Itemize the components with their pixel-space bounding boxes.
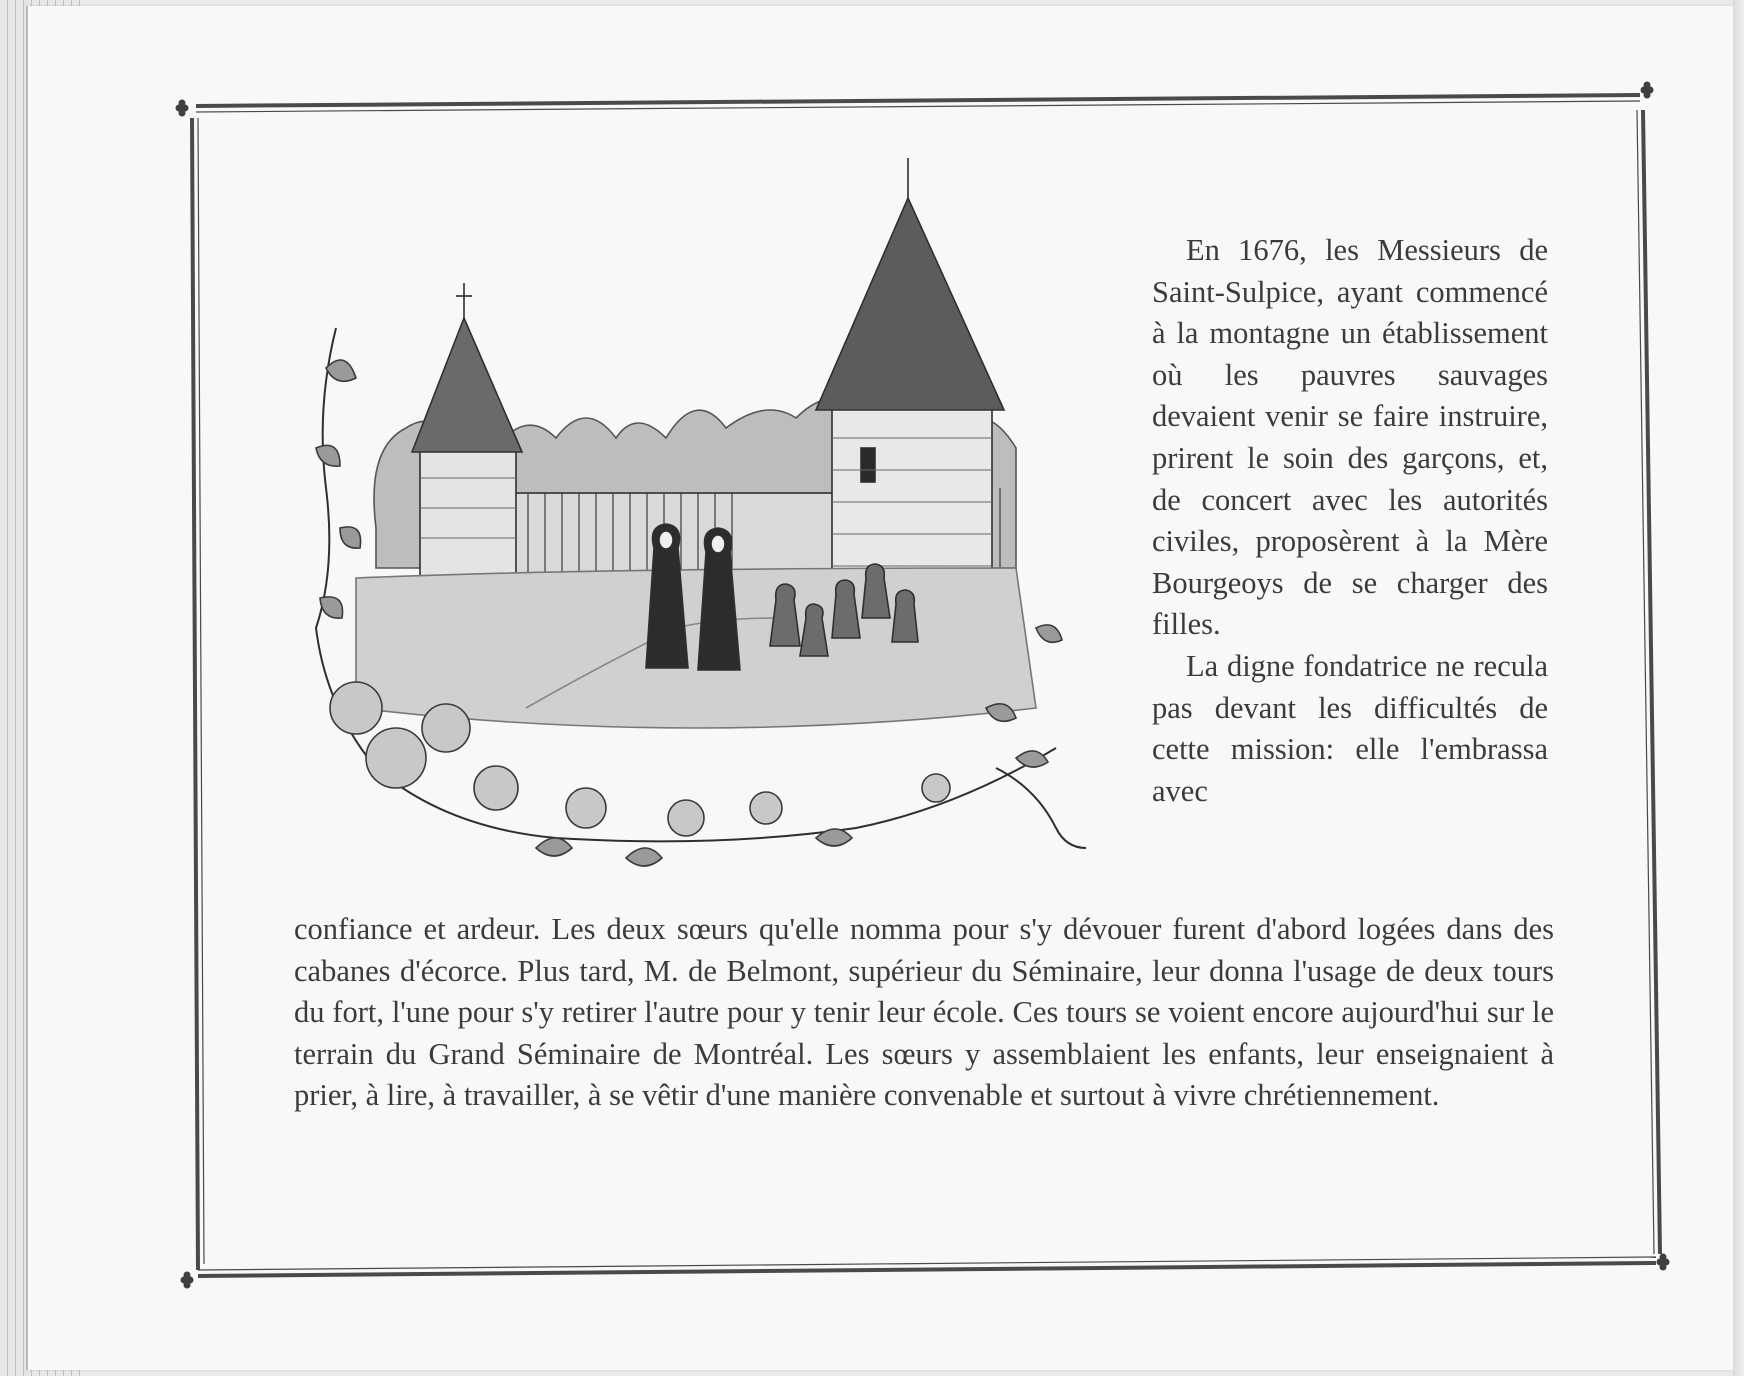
clover-ornament-icon [181, 1272, 194, 1289]
paragraph-2-continued: confiance et ardeur. Les deux sœurs qu'elle nomma pour s'y dévouer furent d'abord logées dans des cabanes d'écorce. Plus tard, M. de Belmont, supérieur du Séminaire, leur donna l'usage de deux tours du fort, l'une pour s'y retirer l'autre pour y tenir leur école. Ces tours se voient encore aujourd'hui sur le terrain du Grand Séminaire de Montréal. Les sœurs y assemblaient les enfants, leur enseignaient à prier, à lire, à travailler, à se vêtir d'une manière convenable et surtout à vivre chrétiennement. [294, 912, 1554, 1113]
text-bottom-block [294, 909, 1554, 1117]
clover-ornament-icon [1657, 1254, 1670, 1271]
illustration-towers-nuns [296, 148, 1116, 918]
paragraph-2-text: La digne fondatrice ne recula pas devant les difficultés de cette mission: elle l'embrassa avec [1152, 648, 1548, 808]
paragraph-1 [1152, 230, 1548, 646]
paragraph-1-text: En 1676, les Messieurs de Saint-Sulpice, ayant commencé à la montagne un établissement où les pauvres sauvages devaient venir se faire instruire, prirent le soin des garçons, et, de concert avec les autorités civiles, proposèrent à la Mère Bourgeoys de se charger des filles. [1152, 233, 1548, 642]
text-column-right [1152, 230, 1548, 812]
clover-ornament-icon [1641, 82, 1654, 99]
paragraph-2 [1152, 646, 1548, 812]
clover-ornament-icon [176, 100, 189, 117]
